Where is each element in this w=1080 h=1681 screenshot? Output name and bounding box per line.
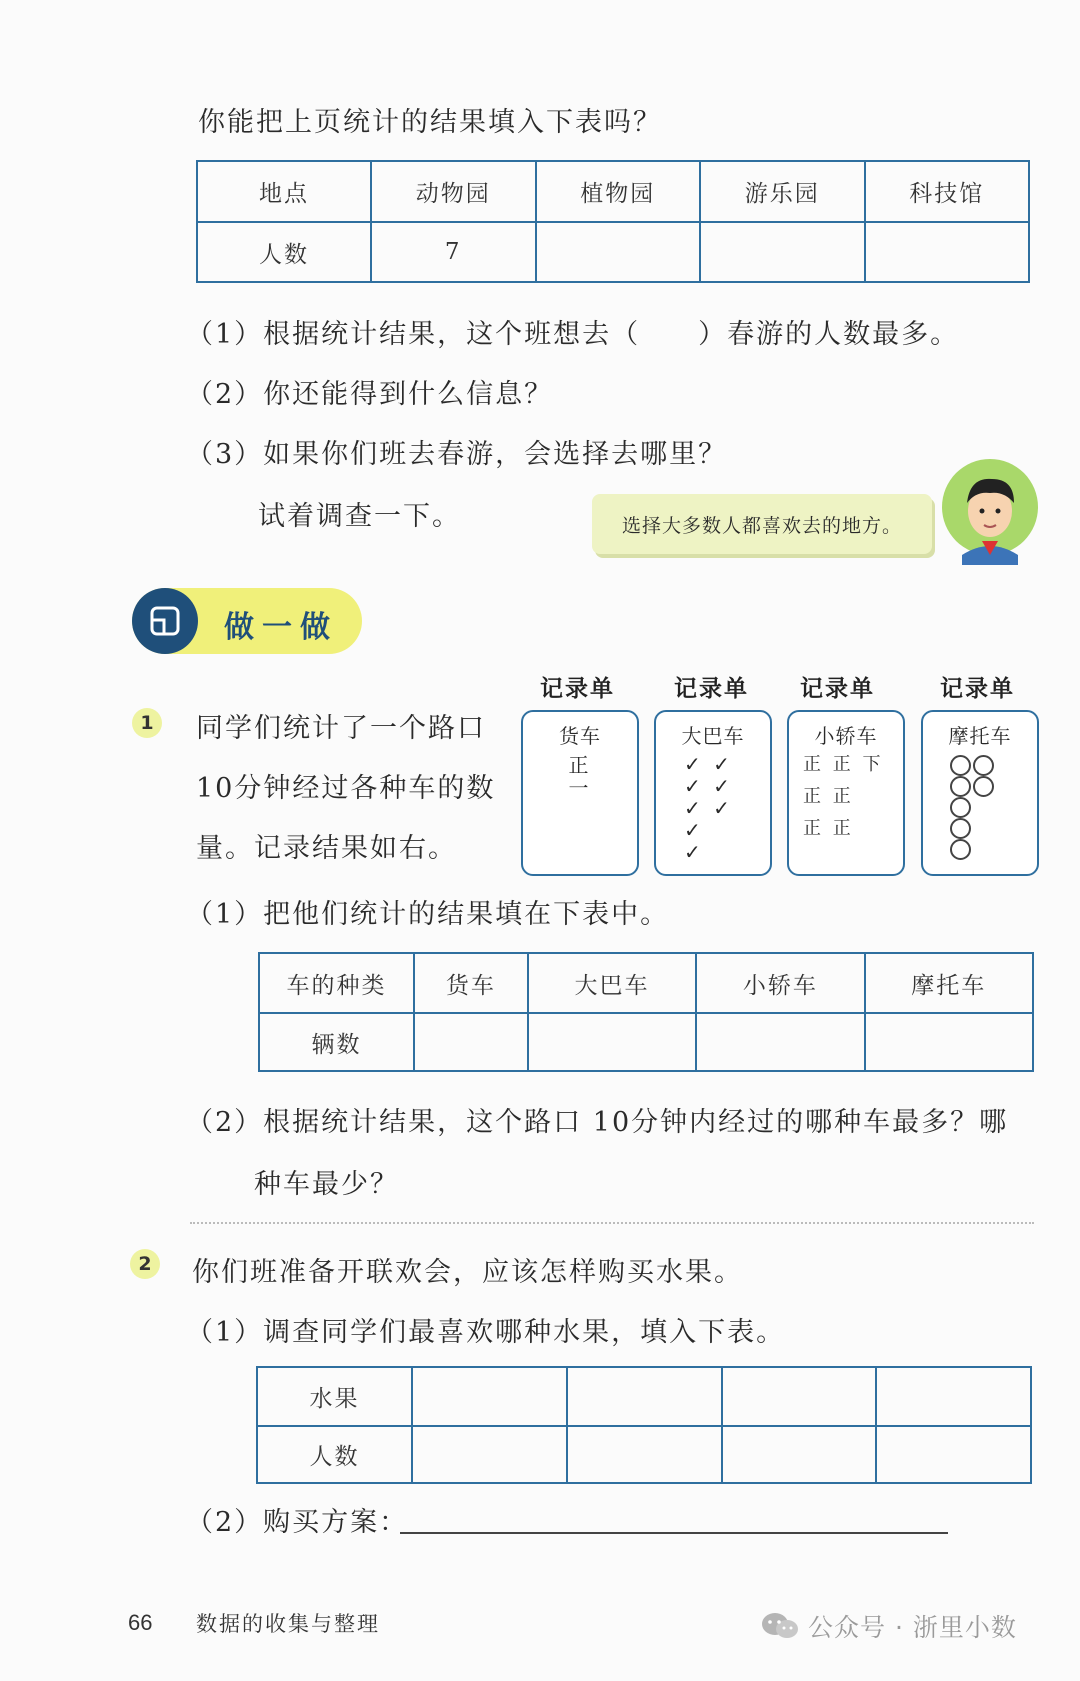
tally-mark: ✓	[684, 818, 704, 842]
table-cell[interactable]	[412, 1426, 567, 1483]
table-cell[interactable]	[412, 1367, 567, 1426]
table-cell: 辆数	[259, 1013, 414, 1071]
speech-bubble-text: 选择大多数人都喜欢去的地方。	[621, 514, 902, 537]
divider	[190, 1222, 1034, 1224]
tally-circle	[950, 776, 971, 797]
tally-mark: ✓ ✓	[684, 796, 733, 820]
table-cell	[700, 222, 865, 282]
table-cell	[865, 222, 1030, 282]
table-cell: 摩托车	[865, 953, 1033, 1013]
record-card-motorcycle	[921, 710, 1039, 876]
exercise-2-sub2: （2）购买方案：	[186, 1507, 409, 1538]
record-label: 大巴车	[681, 724, 745, 748]
exercise-1-line: 量。记录结果如右。	[196, 833, 457, 864]
tally-row	[949, 753, 1037, 774]
exercise-1-sub1: （1）把他们统计的结果填在下表中。	[186, 899, 670, 930]
exercise-1-number: 1	[132, 708, 162, 738]
record-title: 记录单	[800, 675, 875, 702]
fruit-table	[256, 1366, 1032, 1484]
tally-circle	[950, 839, 971, 860]
exercise-2-number: 2	[130, 1249, 160, 1279]
tally-circle	[973, 755, 994, 776]
question-2: （2）你还能得到什么信息？	[186, 379, 554, 410]
table-cell: 游乐园	[700, 161, 865, 222]
tally-mark: 正	[568, 753, 592, 777]
boy-avatar	[940, 455, 1040, 565]
table-cell: 水果	[257, 1367, 412, 1426]
wechat-icon	[760, 1611, 800, 1641]
tally-mark: 正 正	[803, 786, 854, 807]
record-label: 货车	[559, 724, 601, 748]
table-cell: 人数	[257, 1426, 412, 1483]
tally-row	[949, 795, 1037, 816]
question-1: （1）根据统计结果，这个班想去（ ）春游的人数最多。	[186, 319, 960, 350]
table-cell[interactable]	[876, 1426, 1031, 1483]
table-cell: 科技馆	[865, 161, 1030, 222]
table-cell	[414, 1013, 528, 1071]
vehicle-table	[258, 952, 1034, 1072]
intro-question: 你能把上页统计的结果填入下表吗？	[198, 107, 662, 138]
table-cell: 大巴车	[528, 953, 696, 1013]
tally-mark: 一	[568, 776, 592, 800]
tally-circle	[950, 818, 971, 839]
table-cell: 人数	[197, 222, 371, 282]
table-cell[interactable]	[722, 1426, 877, 1483]
record-card-car	[787, 710, 905, 876]
table-cell[interactable]	[567, 1367, 722, 1426]
tally-mark: ✓	[684, 840, 704, 864]
tally-mark: 正 正 下	[803, 754, 884, 775]
record-title: 记录单	[940, 675, 1015, 702]
watermark-text: 公众号 · 浙里小数	[808, 1613, 1017, 1642]
table-cell: 车的种类	[259, 953, 414, 1013]
tally-circles	[923, 753, 1037, 858]
table-cell: 植物园	[536, 161, 701, 222]
exercise-1-sub2: （2）根据统计结果，这个路口 10分钟内经过的哪种车最多？哪	[186, 1107, 1009, 1138]
destination-table	[196, 160, 1030, 283]
tally-row	[949, 774, 1037, 795]
table-cell[interactable]	[876, 1367, 1031, 1426]
table-cell	[528, 1013, 696, 1071]
watermark	[760, 1608, 1017, 1644]
exercise-1-line: 10分钟经过各种车的数	[196, 773, 496, 804]
section-title: 做一做	[224, 610, 338, 645]
table-cell: 7	[371, 222, 536, 282]
record-label: 小轿车	[814, 724, 878, 748]
section-icon	[132, 588, 198, 654]
exercise-1-line: 同学们统计了一个路口	[196, 713, 486, 744]
exercise-2-text: 你们班准备开联欢会，应该怎样购买水果。	[192, 1257, 743, 1288]
record-card-bus	[654, 710, 772, 876]
table-cell	[865, 1013, 1033, 1071]
tally-circle	[950, 797, 971, 818]
tally-mark: ✓ ✓	[684, 752, 733, 776]
table-cell: 货车	[414, 953, 528, 1013]
exercise-2-sub1: （1）调查同学们最喜欢哪种水果，填入下表。	[186, 1317, 786, 1348]
record-title: 记录单	[674, 675, 749, 702]
question-3-followup: 试着调查一下。	[258, 501, 461, 532]
chapter-title: 数据的收集与整理	[196, 1612, 380, 1636]
record-title: 记录单	[540, 675, 615, 702]
tally-mark: 正 正	[803, 818, 854, 839]
table-cell	[696, 1013, 864, 1071]
tally-row	[949, 837, 1037, 858]
table-cell: 动物园	[371, 161, 536, 222]
record-label: 摩托车	[948, 724, 1012, 748]
question-3: （3）如果你们班去春游，会选择去哪里？	[186, 439, 728, 470]
tally-row	[949, 816, 1037, 837]
page-number: 66	[128, 1610, 153, 1635]
exercise-1-sub2-cont: 种车最少？	[254, 1169, 399, 1200]
tally-mark: ✓ ✓	[684, 774, 733, 798]
record-card-truck	[521, 710, 639, 876]
table-cell[interactable]	[722, 1367, 877, 1426]
table-cell	[536, 222, 701, 282]
answer-line[interactable]	[400, 1532, 948, 1534]
tally-circle	[950, 755, 971, 776]
table-cell[interactable]	[567, 1426, 722, 1483]
tally-circle	[973, 776, 994, 797]
speech-bubble	[592, 494, 932, 554]
table-cell: 地点	[197, 161, 371, 222]
table-cell: 小轿车	[696, 953, 864, 1013]
